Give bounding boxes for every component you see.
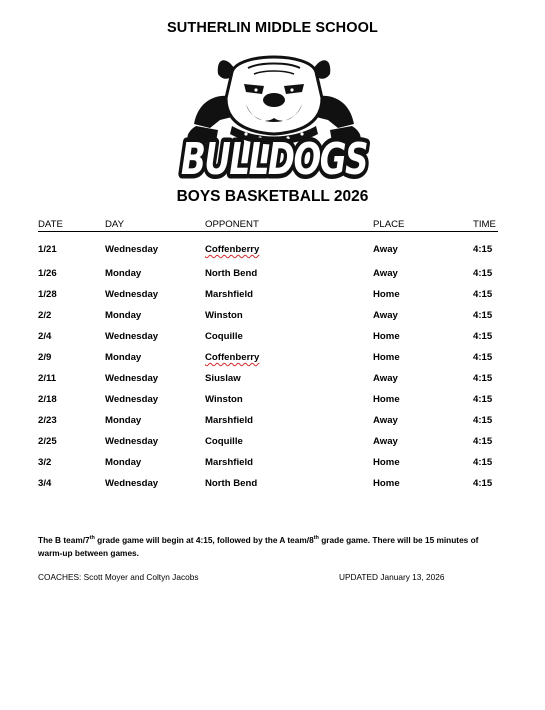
day-cell: Wednesday (105, 244, 159, 255)
day-cell: Wednesday (105, 394, 159, 405)
table-row (38, 389, 498, 410)
table-row (38, 473, 498, 494)
time-cell: 4:15 (473, 415, 493, 426)
date-cell: 2/23 (38, 415, 57, 426)
date-cell: 2/25 (38, 436, 57, 447)
schedule-table (38, 218, 498, 494)
school-title: SUTHERLIN MIDDLE SCHOOL (167, 20, 378, 36)
day-cell: Wednesday (105, 436, 159, 447)
time-cell: 4:15 (473, 244, 493, 255)
column-header-day: DAY (105, 218, 205, 232)
schedule-title: BOYS BASKETBALL 2026 (176, 188, 369, 205)
table-row (38, 232, 498, 264)
opponent-name: Coffenberry (205, 352, 260, 363)
date-cell: 1/26 (38, 268, 57, 279)
table-row (38, 452, 498, 473)
opponent-name: Coffenberry (205, 244, 260, 255)
note-superscript: th (313, 535, 319, 542)
place-cell: Home (373, 394, 400, 405)
table-row (38, 326, 498, 347)
opponent-cell: Coquille (205, 331, 243, 342)
day-cell: Wednesday (105, 373, 159, 384)
column-header-place: PLACE (373, 218, 473, 232)
place-cell: Home (373, 478, 400, 489)
opponent-cell: North Bend (205, 478, 258, 489)
opponent-cell: North Bend (205, 268, 258, 279)
time-cell: 4:15 (473, 310, 493, 321)
day-cell: Monday (105, 310, 142, 321)
column-header-time: TIME (473, 218, 498, 232)
day-cell: Monday (105, 415, 142, 426)
opponent-cell: Marshfield (205, 415, 253, 426)
opponent-cell: Winston (205, 310, 243, 321)
logo-text: BULLDOGS (181, 134, 368, 185)
coaches-line: COACHES: Scott Moyer and Coltyn Jacobs (38, 572, 199, 582)
time-cell: 4:15 (473, 478, 493, 489)
date-cell: 2/9 (38, 352, 52, 363)
time-cell: 4:15 (473, 394, 493, 405)
note-superscript: th (89, 535, 95, 542)
place-cell: Away (373, 415, 398, 426)
place-cell: Home (373, 352, 400, 363)
time-cell: 4:15 (473, 268, 493, 279)
day-cell: Wednesday (105, 289, 159, 300)
table-row (38, 410, 498, 431)
day-cell: Monday (105, 268, 142, 279)
column-header-opponent: OPPONENT (205, 218, 373, 232)
time-cell: 4:15 (473, 289, 493, 300)
opponent-cell: Coquille (205, 436, 243, 447)
day-cell: Monday (105, 457, 142, 468)
day-cell: Wednesday (105, 478, 159, 489)
note-text: grade game will begin at 4:15, followed by the A team/8 (94, 535, 314, 545)
date-cell: 2/4 (38, 331, 52, 342)
note-text: The B team/7 (38, 535, 90, 545)
day-cell: Monday (105, 352, 142, 363)
place-cell: Home (373, 331, 400, 342)
table-row (38, 263, 498, 284)
time-cell: 4:15 (473, 352, 493, 363)
day-cell: Wednesday (105, 331, 159, 342)
place-cell: Home (373, 457, 400, 468)
table-row (38, 431, 498, 452)
place-cell: Away (373, 244, 398, 255)
place-cell: Away (373, 268, 398, 279)
table-row (38, 305, 498, 326)
opponent-cell: Winston (205, 394, 243, 405)
date-cell: 3/4 (38, 478, 52, 489)
place-cell: Home (373, 289, 400, 300)
place-cell: Away (373, 310, 398, 321)
table-row (38, 347, 498, 368)
opponent-cell: Marshfield (205, 289, 253, 300)
opponent-cell: Siuslaw (205, 373, 241, 384)
note-text: grade game. There will be 15 minutes of warm-up between games. (38, 535, 479, 558)
game-note (38, 534, 498, 559)
time-cell: 4:15 (473, 331, 493, 342)
date-cell: 2/11 (38, 373, 57, 384)
place-cell: Away (373, 373, 398, 384)
date-cell: 2/2 (38, 310, 52, 321)
bulldog-logo-icon (176, 46, 372, 185)
opponent-cell: Marshfield (205, 457, 253, 468)
time-cell: 4:15 (473, 373, 493, 384)
date-cell: 2/18 (38, 394, 57, 405)
column-header-date: DATE (38, 218, 105, 232)
date-cell: 3/2 (38, 457, 52, 468)
table-row (38, 368, 498, 389)
time-cell: 4:15 (473, 436, 493, 447)
schedule-header-row (38, 218, 498, 232)
table-row (38, 284, 498, 305)
time-cell: 4:15 (473, 457, 493, 468)
date-cell: 1/28 (38, 289, 57, 300)
place-cell: Away (373, 436, 398, 447)
opponent-cell (205, 347, 373, 368)
date-cell: 1/21 (38, 244, 57, 255)
updated-line: UPDATED January 13, 2026 (339, 572, 445, 582)
opponent-cell (205, 232, 373, 264)
